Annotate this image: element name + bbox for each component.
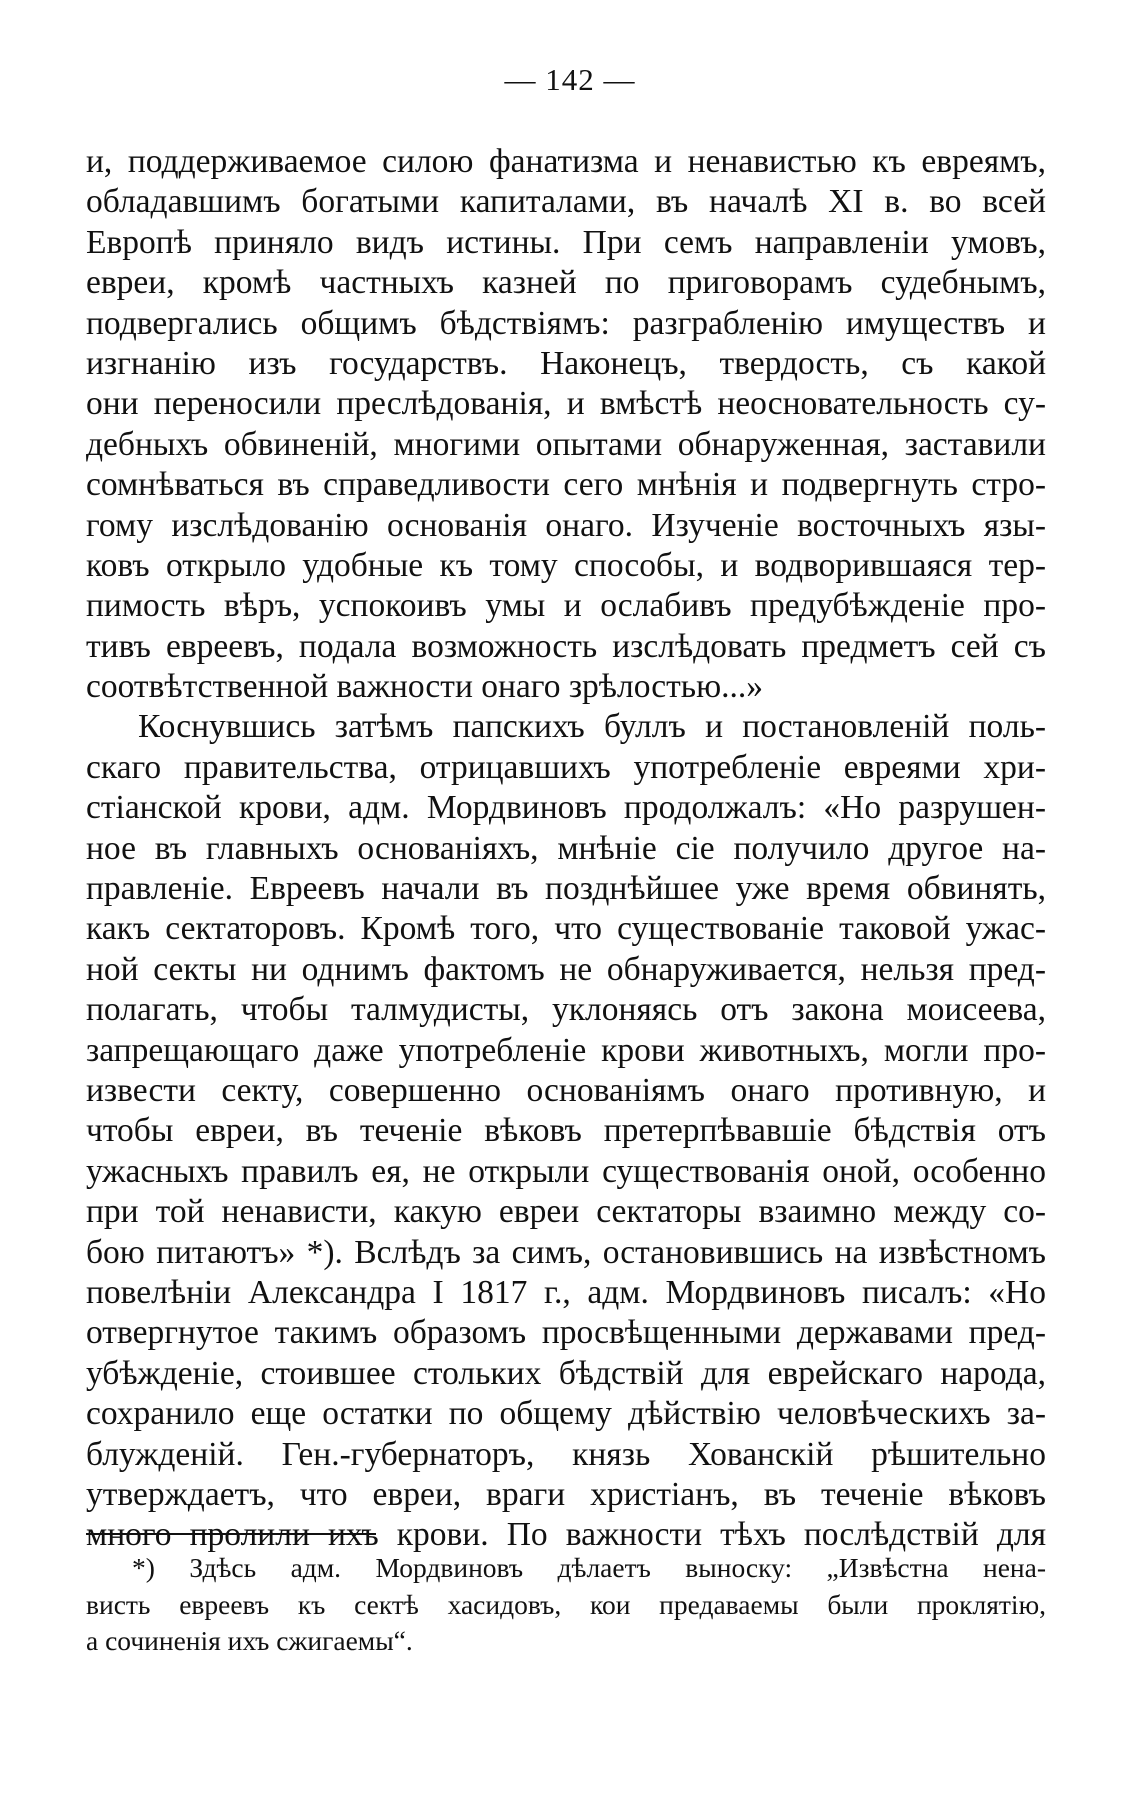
footnote-divider xyxy=(86,1533,376,1535)
text-line: извести секту, совершенно основаніямъ онаго противную, и xyxy=(86,1071,1046,1109)
text-line: ужасныхъ правилъ ея, не открыли существованія оной, особенно xyxy=(86,1152,1046,1190)
text-line: изгнанію изъ государствъ. Наконецъ, твердость, съ какой xyxy=(86,344,1046,382)
footnote-line: висть евреевъ къ сектѣ хасидовъ, кои предаваемы были проклятію, xyxy=(86,1588,1046,1620)
text-line: много пролили ихъ крови. По важности тѣхъ послѣдствій для xyxy=(86,1516,1046,1554)
text-line: сохранило еще остатки по общему дѣйствію человѣческихъ за- xyxy=(86,1395,1046,1433)
text-line: евреи, кромѣ частныхъ казней по приговорамъ судебнымъ, xyxy=(86,264,1046,302)
text-line: и, поддерживаемое силою фанатизма и ненавистью къ евреямъ, xyxy=(86,143,1046,180)
text-line: повелѣніи Александра I 1817 г., адм. Мордвиновъ писалъ: «Но xyxy=(86,1273,1046,1311)
text-line: ковъ открыло удобные къ тому способы, и водворившаяся тер- xyxy=(86,546,1046,584)
text-line: скаго правительства, отрицавшихъ употребленіе евреями хри- xyxy=(86,748,1046,786)
text-line: правленіе. Евреевъ начали въ позднѣйшее уже время обвинять, xyxy=(86,870,1046,908)
text-line: убѣжденіе, стоившее стольких бѣдствій для еврейскаго народа, xyxy=(86,1354,1046,1392)
footnote-line: *) Здѣсь адм. Мордвиновъ дѣлаетъ выноску: „Извѣстна нена- xyxy=(132,1552,1046,1583)
text-line: подвергались общимъ бѣдствіямъ: разграбленію имуществъ и xyxy=(86,304,1046,342)
text-line: блужденій. Ген.-губернаторъ, князь Хованскій рѣшительно xyxy=(86,1435,1046,1473)
text-line: при той ненависти, какую евреи сектаторы взаимно между со- xyxy=(86,1193,1046,1231)
paragraph-start-line: Коснувшись затѣмъ папскихъ буллъ и постановленій поль- xyxy=(138,708,1046,746)
text-line: какъ сектаторовъ. Кромѣ того, что существованіе таковой ужас- xyxy=(86,910,1046,948)
text-line: полагать, чтобы талмудисты, уклоняясь отъ закона моисеева, xyxy=(86,991,1046,1029)
text-line: Европѣ приняло видъ истины. При семъ направленіи умовъ, xyxy=(86,223,1046,261)
text-line: сомнѣваться въ справедливости сего мнѣнія и подвергнуть стро- xyxy=(86,466,1046,504)
text-line: отвергнутое такимъ образомъ просвѣщенными державами пред- xyxy=(86,1314,1046,1352)
text-line: обладавшимъ богатыми капиталами, въ началѣ XI в. во всей xyxy=(86,183,1046,221)
text-line: дебныхъ обвиненій, многими опытами обнаруженная, заставили xyxy=(86,425,1046,463)
text-line: они переносили преслѣдованія, и вмѣстѣ неосновательность су- xyxy=(86,385,1046,423)
text-line: запрещающаго даже употребленіе крови животныхъ, могли про- xyxy=(86,1031,1046,1069)
footnote-line: а сочиненія ихъ сжигаемы“. xyxy=(86,1625,413,1656)
main-text xyxy=(86,142,1046,1556)
text-line: ное въ главныхъ основаніяхъ, мнѣніе сіе получило другое на- xyxy=(86,829,1046,867)
page-number: — 142 — xyxy=(504,62,636,97)
text-line: бою питаютъ» *). Вслѣдъ за симъ, остановившись на извѣстномъ xyxy=(86,1233,1046,1271)
text-line: пимость вѣръ, успокоивъ умы и ослабивъ предубѣжденіе про- xyxy=(86,587,1046,625)
text-line: утверждаетъ, что евреи, враги христіанъ, въ теченіе вѣковъ xyxy=(86,1475,1046,1513)
footnote xyxy=(86,1550,1046,1660)
text-line: чтобы евреи, въ теченіе вѣковъ претерпѣвавшіе бѣдствія отъ xyxy=(86,1112,1046,1150)
text-line: стіанской крови, адм. Мордвиновъ продолжалъ: «Но разрушен- xyxy=(86,789,1046,827)
text-line: ной секты ни однимъ фактомъ не обнаруживается, нельзя пред- xyxy=(86,950,1046,988)
text-line: тивъ евреевъ, подала возможность изслѣдовать предметъ сей съ xyxy=(86,627,1046,665)
text-line: соотвѣтственной важности онаго зрѣлостью...» xyxy=(86,668,763,706)
text-line: гому изслѣдованію основанія онаго. Изученіе восточныхъ язы- xyxy=(86,506,1046,544)
